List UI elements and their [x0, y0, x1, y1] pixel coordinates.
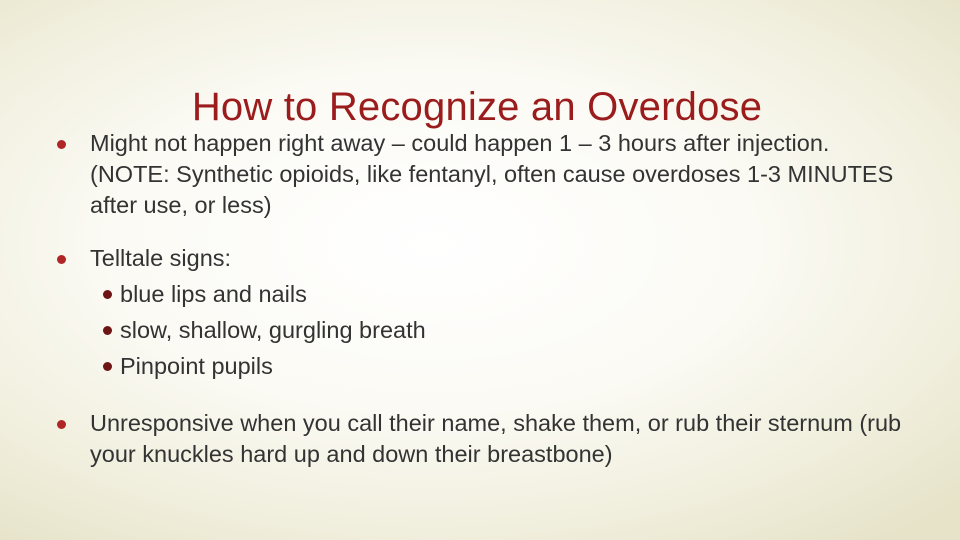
bullet-item — [52, 243, 912, 384]
sub-bullet-item — [90, 312, 912, 348]
sub-bullet-item — [90, 276, 912, 312]
slide-title: How to Recognize an Overdose — [191, 84, 763, 129]
bullet-icon — [57, 420, 66, 429]
sub-bullet-icon — [103, 362, 112, 371]
bullet-text: Might not happen right away – could happen 1 – 3 hours after injection. (NOTE: Synthetic opioids, like fentanyl, often cause overdoses 1-3 MINUTES after use, or less) — [90, 130, 894, 218]
sub-bullet-text: slow, shallow, gurgling breath — [120, 317, 426, 343]
bullet-icon — [57, 255, 66, 264]
sub-bullet-list — [90, 276, 912, 384]
bullet-item — [52, 128, 912, 221]
bullet-text: Telltale signs: — [90, 245, 232, 271]
sub-bullet-item — [90, 348, 912, 384]
sub-bullet-text: Pinpoint pupils — [120, 353, 273, 379]
bullet-list — [52, 128, 912, 470]
bullet-text: Unresponsive when you call their name, shake them, or rub their sternum (rub your knuckles hard up and down their breastbone) — [90, 410, 902, 467]
sub-bullet-text: blue lips and nails — [120, 281, 307, 307]
bullet-icon — [57, 140, 66, 149]
sub-bullet-icon — [103, 290, 112, 299]
bullet-item — [52, 408, 912, 470]
sub-bullet-icon — [103, 326, 112, 335]
